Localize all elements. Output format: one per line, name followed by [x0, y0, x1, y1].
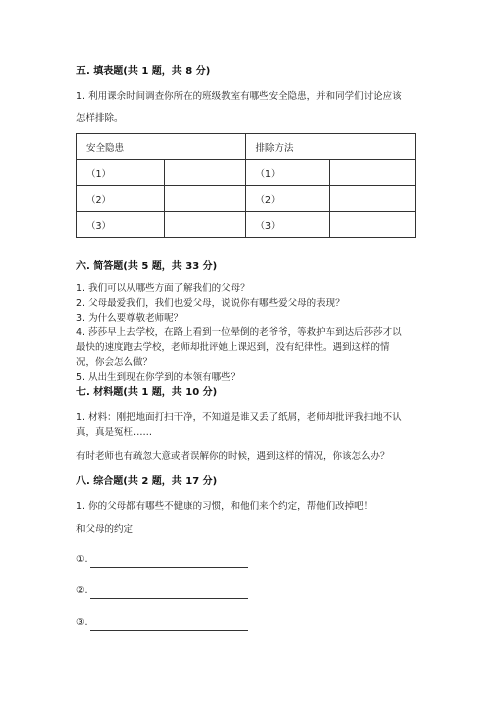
section-7-heading: 七. 材料题(共 1 题，共 10 分)	[76, 387, 218, 398]
table-header-solutions: 排除方法	[246, 134, 416, 160]
table-cell-hazard-blank[interactable]	[164, 186, 246, 212]
table-row	[77, 160, 416, 186]
blank-label-3: ③.	[76, 617, 88, 628]
section-6-line: 1. 我们可以从哪些方面了解我们的父母？	[76, 283, 250, 294]
blank-label-1: ①.	[76, 554, 88, 565]
table-cell-solution-blank[interactable]	[330, 186, 416, 212]
table-cell-solution-label: （2）	[246, 186, 330, 212]
table-cell-solution-blank[interactable]	[330, 212, 416, 238]
table-header-row	[77, 134, 416, 160]
section-6-line: 2. 父母最爱我们，我们也爱父母，说说你有哪些爱父母的表现？	[76, 298, 345, 309]
answer-blank-3[interactable]	[90, 630, 248, 631]
table-cell-solution-label: （1）	[246, 160, 330, 186]
section-6-line: 5. 从出生到现在你学到的本领有哪些？	[76, 372, 241, 383]
table-cell-hazard-label: （3）	[77, 212, 165, 238]
section-6-line: 最快的速度跑去学校，老师却批评她上课迟到，没有纪律性。遇到这样的情	[76, 342, 390, 353]
answer-blank-1[interactable]	[90, 567, 248, 568]
section-6-line: 4. 莎莎早上去学校，在路上看到一位晕倒的老爷爷，等救护车到达后莎莎才以	[76, 327, 402, 338]
table-header-hazards: 安全隐患	[77, 134, 246, 160]
section-7-material-line-2: 真，真是冤枉……	[76, 427, 153, 438]
safety-hazard-table	[76, 133, 416, 238]
table-row	[77, 186, 416, 212]
table-cell-hazard-label: （1）	[77, 160, 165, 186]
section-8-question-1: 1. 你的父母都有哪些不健康的习惯，和他们来个约定，帮他们改掉吧！	[76, 501, 374, 512]
answer-blank-2[interactable]	[90, 598, 248, 599]
table-cell-hazard-label: （2）	[77, 186, 165, 212]
blank-label-2: ②.	[76, 585, 88, 596]
section-5-question-1-line-1: 1. 利用课余时间调查你所在的班级教室有哪些安全隐患，并和同学们讨论应该	[76, 91, 402, 102]
section-6-heading: 六. 简答题(共 5 题，共 33 分)	[76, 261, 218, 272]
table-row	[77, 212, 416, 238]
section-8-subtitle: 和父母的约定	[76, 524, 134, 535]
table-cell-hazard-blank[interactable]	[164, 212, 246, 238]
section-5-heading: 五. 填表题(共 1 题，共 8 分)	[76, 66, 211, 77]
section-6-line: 3. 为什么要尊敬老师呢？	[76, 313, 184, 324]
table-cell-hazard-blank[interactable]	[164, 160, 246, 186]
section-7-material-line-1: 1. 材料：刚把地面打扫干净，不知道是谁又丢了纸屑，老师却批评我扫地不认	[76, 412, 402, 423]
section-7-question: 有时老师也有疏忽大意或者误解你的时候，遇到这样的情况，你该怎么办？	[76, 451, 390, 462]
section-6-line: 况，你会怎么做？	[76, 357, 153, 368]
section-5-question-1-line-2: 怎样排除。	[76, 113, 124, 124]
section-8-heading: 八. 综合题(共 2 题，共 17 分)	[76, 476, 218, 487]
table-cell-solution-blank[interactable]	[330, 160, 416, 186]
table-cell-solution-label: （3）	[246, 212, 330, 238]
